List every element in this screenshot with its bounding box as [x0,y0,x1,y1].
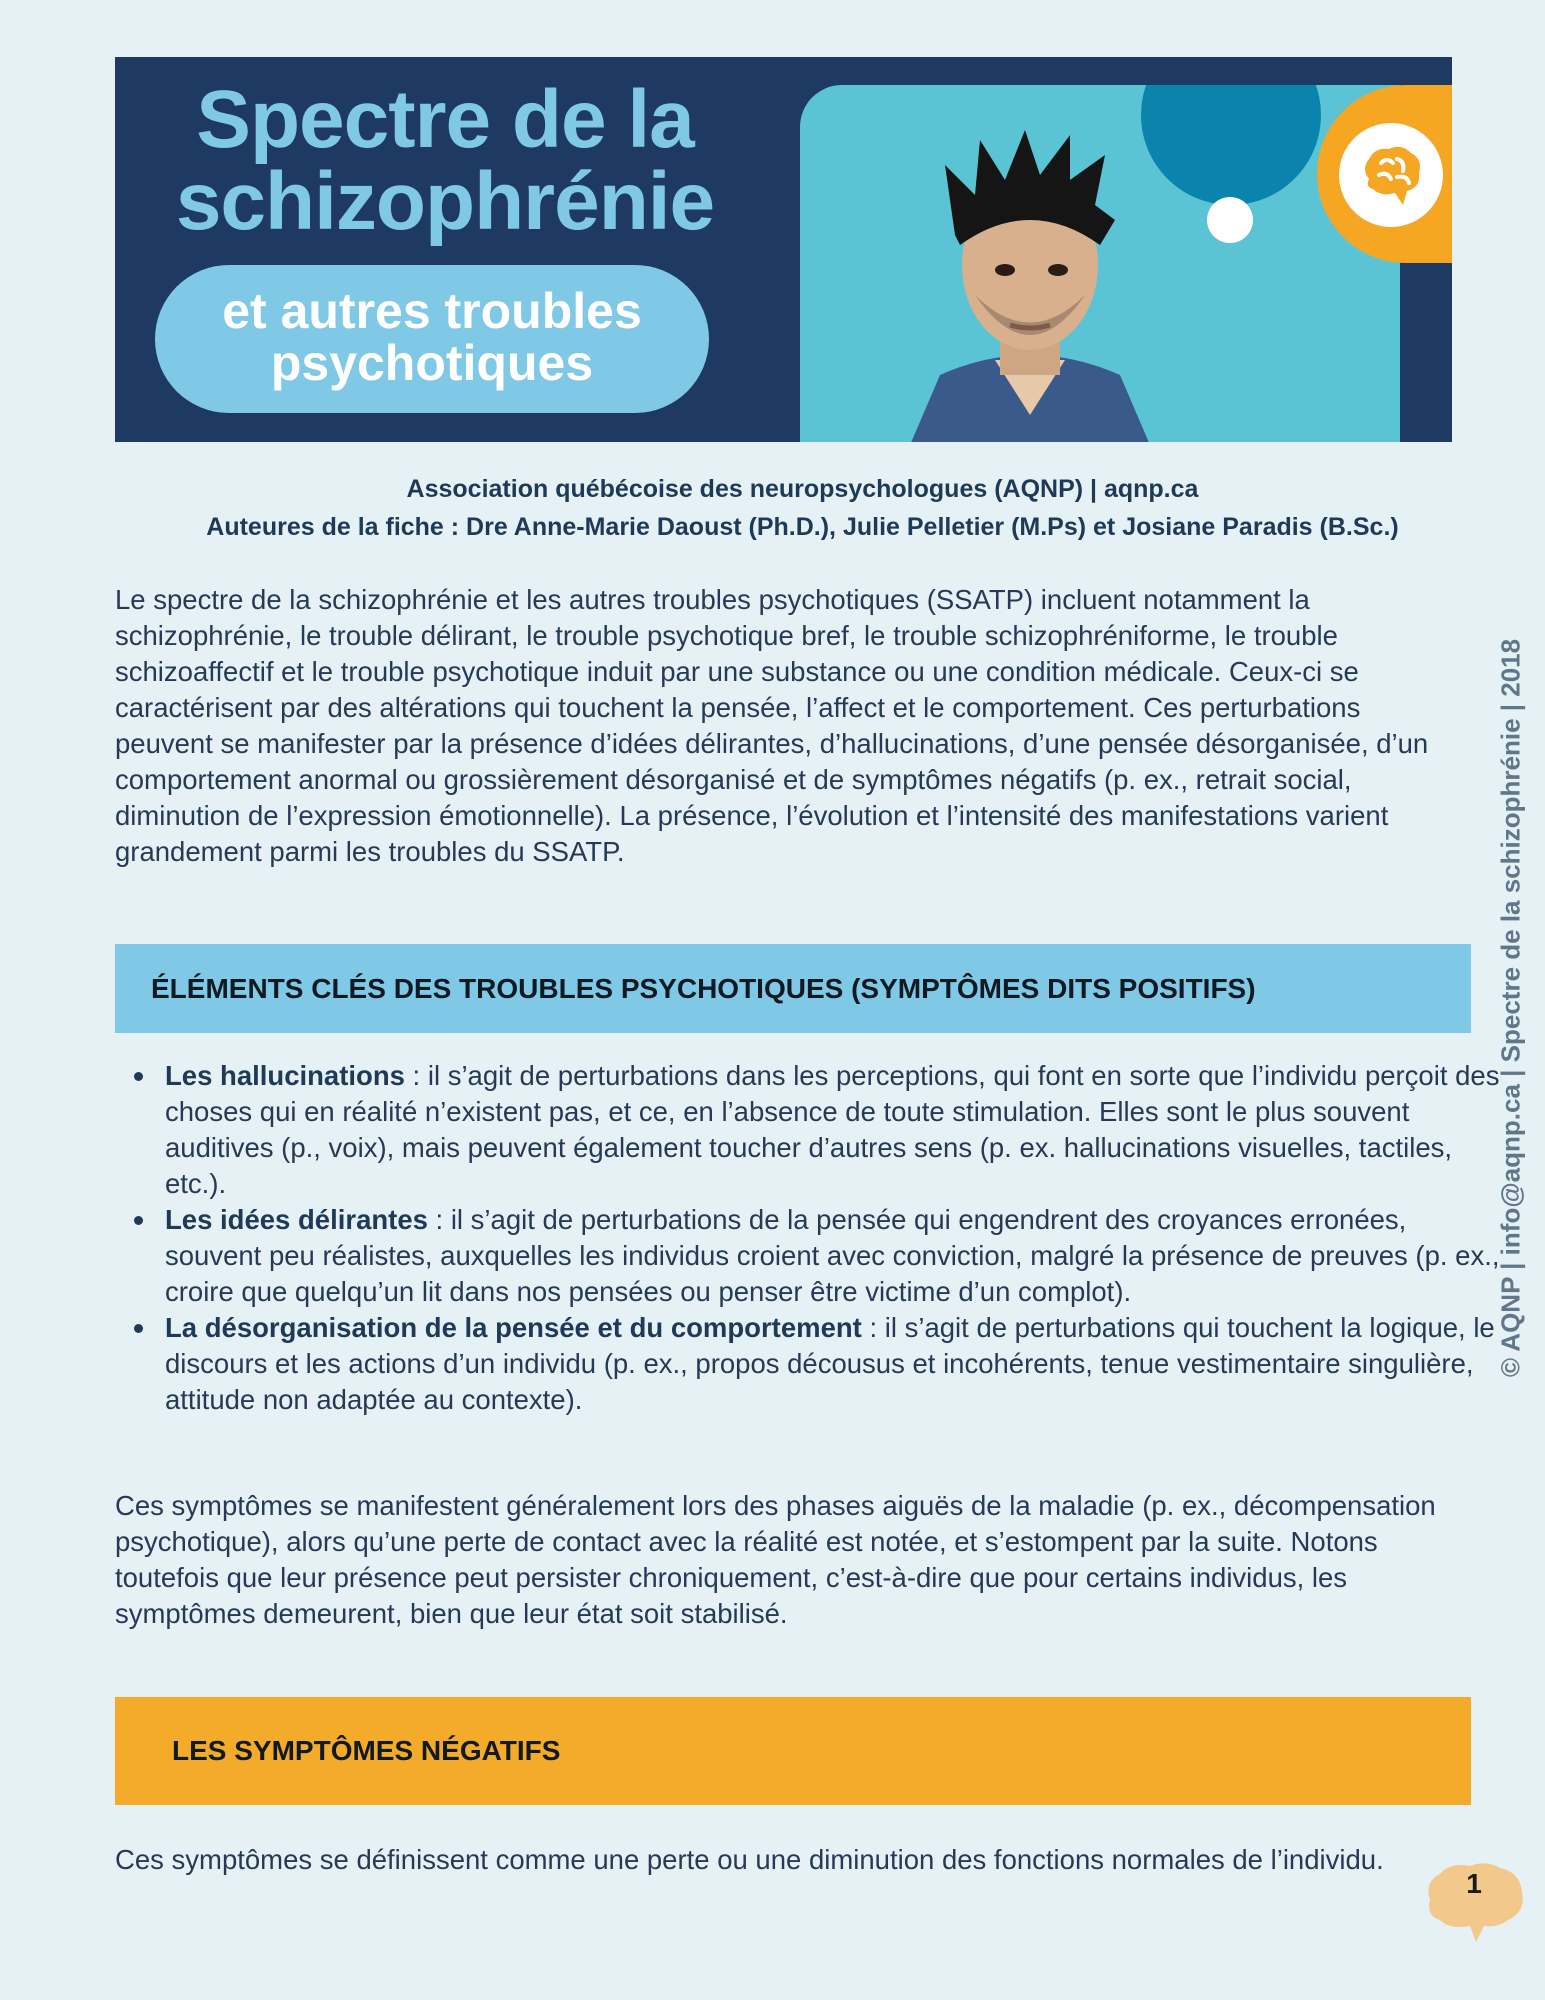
list-item-text: : il s’agit de perturbations qui touchent la logique, le discours et les actions d’un individu (p. ex., propos décousus et incohérents, tenue vestimentaire singulière, attitude non adaptée au contexte). [165,1312,1495,1415]
portrait-image [900,125,1160,442]
section-heading-text: LES SYMPTÔMES NÉGATIFS [172,1735,561,1766]
list-item-text: : il s’agit de perturbations dans les perceptions, qui font en sorte que l’individu perçoit des choses qui en réalité n’existent pas, et ce, en l’absence de toute stimulation. Elles sont le plus souvent auditives (p., voix), mais peuvent également toucher d’autres sens (p. ex. hallucinations visuelles, tactiles, etc.). [165,1060,1500,1199]
list-item [165,1058,1510,1202]
acute-phase-paragraph: Ces symptômes se manifestent généralement lors des phases aiguës de la maladie (p. ex., décompensation psychotique), alors qu’une perte de contact avec la réalité est notée, et s’estompent par la suite. Notons toutefois que leur présence peut persister chroniquement, c’est-à-dire que pour certains individus, les symptômes demeurent, bien que leur état soit stabilisé. [115,1490,1436,1629]
decorative-dot [1207,197,1253,243]
subtitle-line-1: et autres troubles [222,283,642,339]
section-heading-positive-symptoms [115,944,1471,1033]
section-heading-negative-symptoms [115,1697,1471,1805]
section-heading-text: ÉLÉMENTS CLÉS DES TROUBLES PSYCHOTIQUES (SYMPTÔMES DITS POSITIFS) [151,972,1256,1004]
list-item [165,1202,1510,1310]
symptom-list [115,1058,1510,1418]
list-item-term: Les hallucinations [165,1060,405,1091]
title-line-1: Spectre de la [196,74,694,165]
subtitle [155,285,709,389]
credits [115,470,1490,546]
negative-symptoms-paragraph: Ces symptômes se définissent comme une perte ou une diminution des fonctions normales de l’individu. [115,1844,1384,1875]
title-line-2: schizophrénie [175,156,715,247]
page-title [115,74,775,247]
subtitle-pill [155,265,709,413]
association-line: Association québécoise des neuropsychologues (AQNP) | aqnp.ca [406,475,1199,503]
list-item-term: La désorganisation de la pensée et du comportement [165,1312,862,1343]
page-number-badge [1420,1860,1528,1946]
list-item-term: Les idées délirantes [165,1204,428,1235]
subtitle-line-2: psychotiques [270,335,594,391]
list-item [165,1310,1510,1418]
copyright-side-text: © AQNP | info@aqnp.ca | Spectre de la schizophrénie | 2018 [1495,638,1526,1378]
page-number: 1 [1466,1868,1482,1899]
authors-line: Auteures de la fiche : Dre Anne-Marie Daoust (Ph.D.), Julie Pelletier (M.Ps) et Josiane Paradis (B.Sc.) [206,513,1399,541]
decorative-circle [1141,85,1321,205]
list-item-text: : il s’agit de perturbations de la pensée qui engendrent des croyances erronées, souvent peu réalistes, auxquelles les individus croient avec conviction, malgré la présence de preuves (p. ex., croire que quelqu’un lit dans nos pensées ou penser être victime d’un complot). [165,1204,1500,1307]
header-banner [115,57,1452,442]
brain-speech-bubble-icon [1357,141,1427,211]
intro-paragraph: Le spectre de la schizophrénie et les autres troubles psychotiques (SSATP) incluent notamment la schizophrénie, le trouble délirant, le trouble psychotique bref, le trouble schizophréniforme, le trouble schizoaffectif et le trouble psychotique induit par une substance ou une condition médicale. Ceux-ci se caractérisent par des altérations qui touchent la pensée, l’affect et le comportement. Ces perturbations peuvent se manifester par la présence d’idées délirantes, d’hallucinations, d’une pensée désorganisée, d’un comportement anormal ou grossièrement désorganisé et de symptômes négatifs (p. ex., retrait social, diminution de l’expression émotionnelle). La présence, l’évolution et l’intensité des manifestations varient grandement parmi les troubles du SSATP. [115,584,1429,867]
header-photo-panel [800,85,1400,442]
